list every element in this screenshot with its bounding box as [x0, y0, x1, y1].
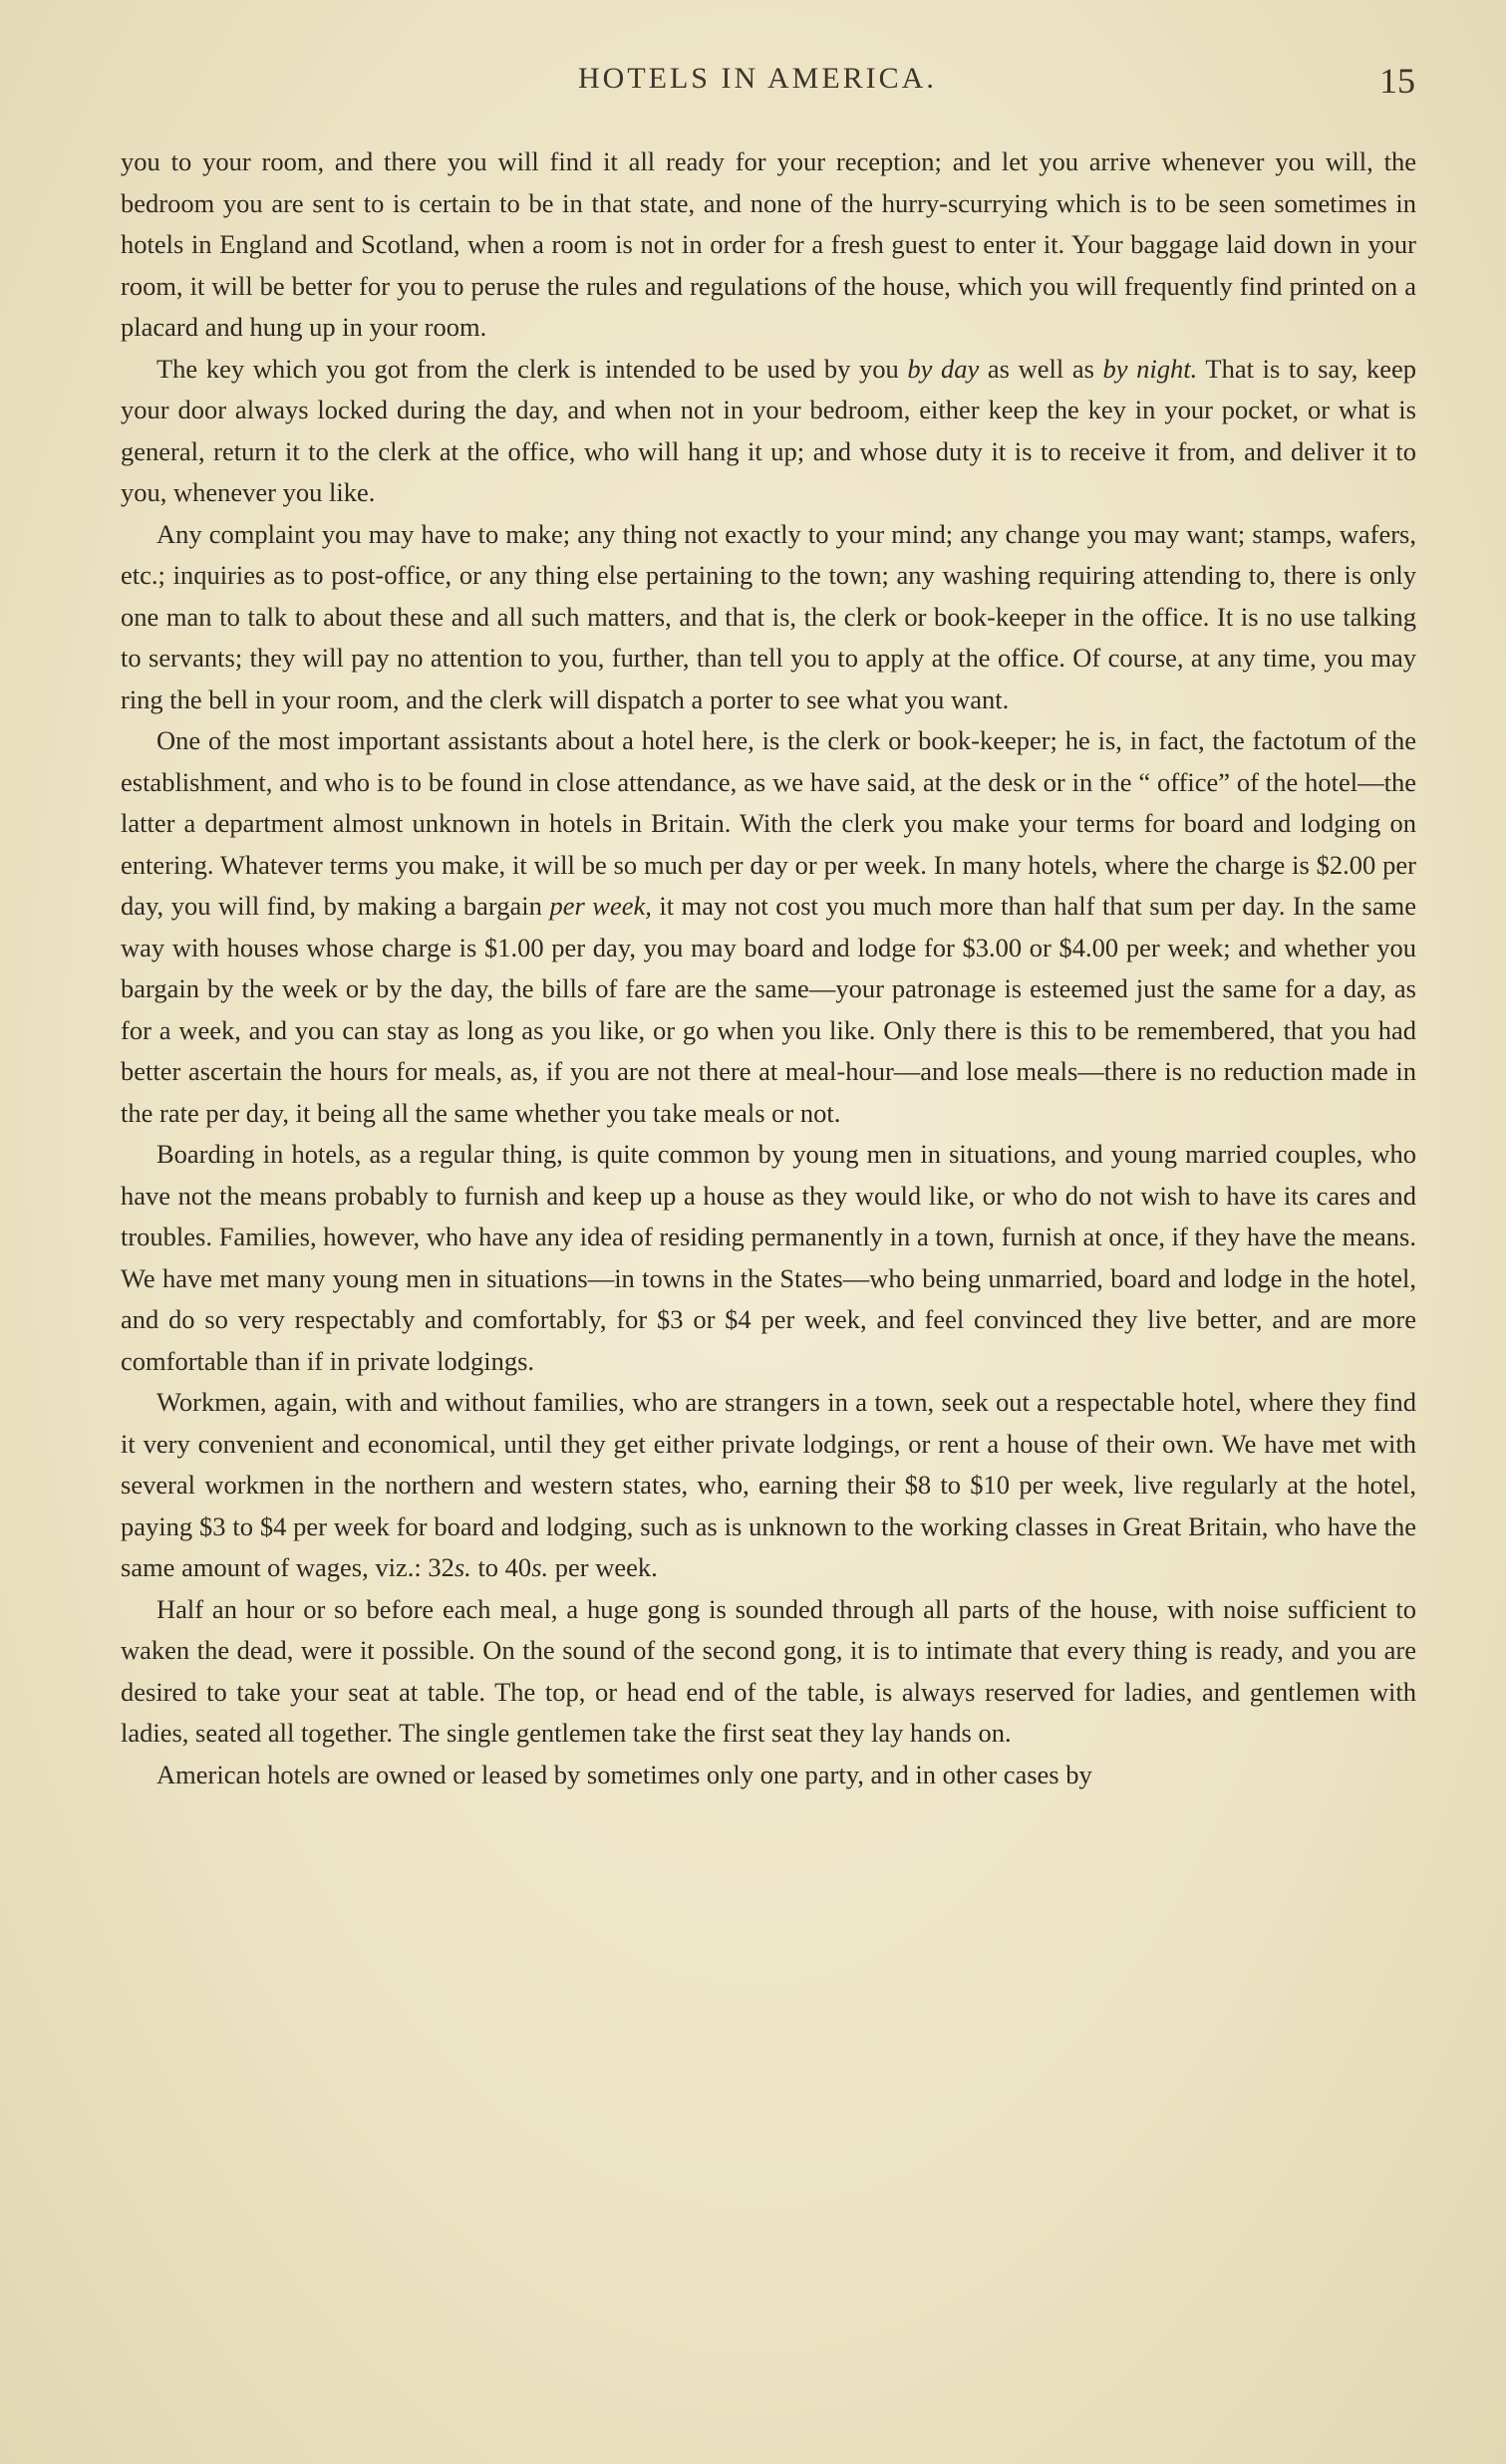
paragraph-1	[121, 141, 1416, 349]
body-text	[121, 141, 1416, 1795]
paragraph-text: Half an hour or so before each meal, a huge gong is sounded through all parts of the house, with noise sufficient to waken the dead, were it possible. On the sound of the second gong, it is to intimate that every thing is ready, and you are desired to take your seat at table. The top, or head end of the table, is always reserved for ladies, and gentlemen with ladies, seated all together. The single gentlemen take the first seat they lay hands on.	[121, 1593, 1416, 1748]
paragraph-text: Any complaint you may have to make; any thing not exactly to your mind; any change you may want; stamps, wafers, etc.; inquiries as to post-office, or any thing else pertaining to the town; any washing requiring attending to, there is only one man to talk to about these and all such matters, and that is, the clerk or book-keeper in the office. It is no use talking to servants; they will pay no attention to you, further, than tell you to apply at the office. Of course, at any time, you may ring the bell in your room, and the clerk will dispatch a porter to see what you want.	[121, 518, 1416, 714]
paragraph-3	[121, 514, 1416, 721]
paragraph-8	[121, 1755, 1416, 1796]
paragraph-text: Workmen, again, with and without families, who are strangers in a town, seek out a respectable hotel, where they find it very convenient and economical, until they get either private lodgings, or rent a house of their own. We have met with several workmen in the northern and western states, who, earning their $8 to $10 per week, live regularly at the hotel, paying $3 to $4 per week for board and lodging, such as is unknown to the working classes in Great Britain, who have the same amount of wages, viz.: 32	[121, 1387, 1416, 1582]
page-number: 15	[1379, 61, 1415, 101]
paragraph-text: you to your room, and there you will find it all ready for your reception; and let you arrive whenever you will, the bedroom you are sent to is certain to be in that state, and none of the hurry-scurrying which is to be seen sometimes in hotels in England and Scotland, when a room is not in order for a fresh guest to enter it. Your baggage laid down in your room, it will be better for you to peruse the rules and regulations of the house, which you will frequently find printed on a placard and hung up in your room.	[121, 146, 1416, 342]
paragraph-text: That is to say, keep your door always locked during the day, and when not in your bedroom, either keep the key in your pocket, or what is general, return it to the clerk at the office, who will hang it up; and whose duty it is to receive it from, and deliver it to you, whenever you like.	[121, 353, 1417, 507]
paragraph-5	[121, 1134, 1416, 1382]
paragraph-text: Boarding in hotels, as a regular thing, is quite common by young men in situations, and young married couples, who have not the means probably to furnish and keep up a house as they would like, or who do not wish to have its cares and troubles. Families, however, who have any idea of residing permanently in a town, furnish at once, if they have the means. We have met many young men in situations—in towns in the States—who being unmarried, board and lodge in the hotel, and do so very respectably and comfortably, for $3 or $4 per week, and feel convinced they live better, and are more comfortable than if in private lodgings.	[121, 1139, 1416, 1376]
paragraph-text: American hotels are owned or leased by sometimes only one party, and in other cases by	[156, 1759, 1092, 1789]
paragraph-4	[121, 720, 1416, 1134]
paragraph-text: as well as	[979, 353, 1103, 384]
paragraph-text: One of the most important assistants about a hotel here, is the clerk or book-keeper; he is, in fact, the factotum of the establishment, and who is to be found in close attendance, as we have said, at the desk or in the “ office” of the hotel—the latter a department almost unknown in hotels in Britain. With the clerk you make your terms for board and lodging on entering. Whatever terms you make, it will be so much per day or per week. In many hotels, where the charge is $2.00 per day, you will find, by making a bargain	[121, 725, 1416, 921]
paragraph-text: to 40	[470, 1552, 532, 1582]
running-title: HOTELS IN AMERICA.	[578, 62, 937, 95]
page-header	[120, 62, 1415, 112]
italic-text: s.	[453, 1552, 471, 1582]
paragraph-text: it may not cost you much more than half that sum per day. In the same way with houses whose charge is $1.00 per day, you may board and lodge for $3.00 or $4.00 per week; and whether you bargain by the week or by the day, the bills of fare are the same—your patronage is esteemed just the same for a day, as for a week, and you can stay as long as you like, or go when you like. Only there is this to be remembered, that you had better ascertain the hours for meals, as, if you are not there at meal-hour—and lose meals—there is no reduction made in the rate per day, it being all the same whether you take meals or not.	[121, 891, 1416, 1128]
italic-text: s.	[531, 1552, 549, 1582]
italic-text: by day	[907, 353, 980, 384]
paragraph-2	[121, 349, 1416, 514]
italic-text: by night.	[1102, 353, 1198, 384]
paragraph-7	[121, 1589, 1416, 1755]
paragraph-text: per week.	[548, 1552, 658, 1582]
italic-text: per week,	[549, 891, 652, 921]
paragraph-6	[121, 1382, 1416, 1589]
paragraph-text: The key which you got from the clerk is intended to be used by you	[156, 353, 908, 384]
